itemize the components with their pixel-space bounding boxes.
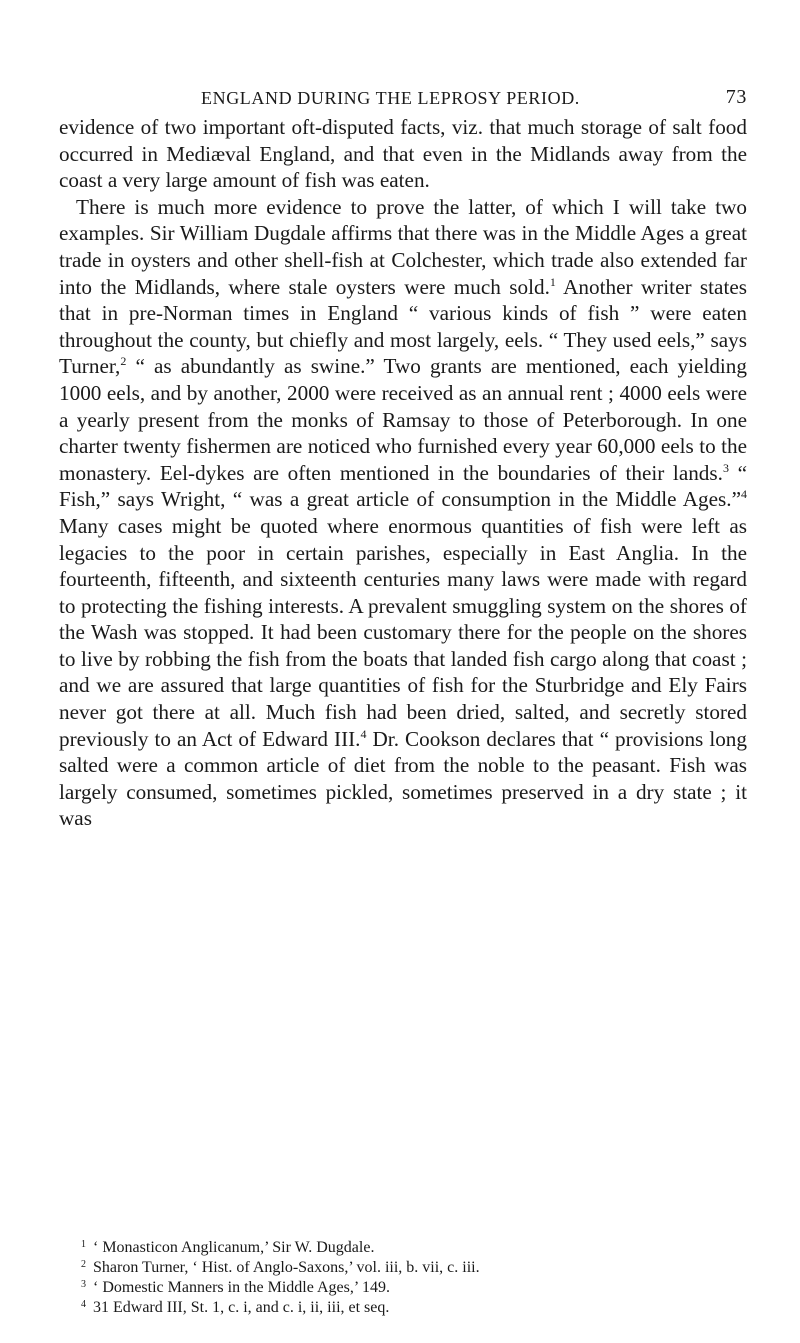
paragraph-2-text-1: There is much more evidence to prove the latter, of which I will take two examples. Sir William Dugdale affirms that there was in the Middle Ages a great trade in oysters and other shell-fish at Colchester, which trade also extended far into the Midlands, where stale oysters were much sold. xyxy=(59,194,747,299)
footnote-ref-3[interactable]: 3 xyxy=(722,460,729,475)
footnote-mark: 2 xyxy=(81,1259,86,1270)
footnote-ref-4b[interactable]: 4 xyxy=(360,726,367,741)
paragraph-2-text-4: “ Fish,” says Wright, “ was a great article of consumption in the Middle Ages.” xyxy=(59,460,747,512)
paragraph-2-text-2: Another writer states that in pre-Norman times in England “ various kinds of fish ” were eaten throughout the county, but chiefly and most largely, eels. “ They used eels,” says Turner, xyxy=(59,274,748,379)
footnote-text: Sharon Turner, ‘ Hist. of Anglo-Saxons,’ vol. iii, b. vii, c. iii. xyxy=(93,1259,480,1276)
running-head xyxy=(59,88,747,114)
footnote-mark: 3 xyxy=(81,1279,86,1290)
footnote xyxy=(59,1278,747,1298)
footnote-mark: 4 xyxy=(81,1299,86,1310)
paragraph-1 xyxy=(59,114,747,194)
footnote-text: ‘ Monasticon Anglicanum,’ Sir W. Dugdale. xyxy=(93,1239,375,1256)
footnote xyxy=(59,1238,747,1258)
paragraph-2-text-5: Many cases might be quoted where enormous quantities of fish were left as legacies to the poor in certain parishes, especially in East Anglia. In the fourteenth, fifteenth, and sixteenth centuries many laws were made with regard to protecting the fishing interests. A prevalent smuggling system on the shores of the Wash was stopped. It had been customary there for the people on the shores to live by robbing the fish from the boats that landed fish cargo along that coast ; and we are assured that large quantities of fish for the Sturbridge and Ely Fairs never got there at all. Much fish had been dried, salted, and secretly stored previously to an Act of Edward III. xyxy=(59,513,747,751)
footnote-ref-2[interactable]: 2 xyxy=(120,354,127,369)
paragraph-2-text-3: “ as abundantly as swine.” Two grants are mentioned, each yielding 1000 eels, and by another, 2000 were received as an annual rent ; 4000 eels were a yearly present from the monks of Ramsay to those of Peterborough. In one charter twenty fishermen are noticed who furnished every year 60,000 eels to the monastery. Eel-dykes are often mentioned in the boundaries of their lands. xyxy=(59,354,747,485)
footnote-text: 31 Edward III, St. 1, c. i, and c. i, ii, iii, et seq. xyxy=(93,1299,390,1316)
footnote-mark: 1 xyxy=(81,1239,86,1250)
paragraph-2-text-6: Dr. Cookson declares that “ provisions long salted were a common article of diet from the noble to the peasant. Fish was largely consumed, sometimes pickled, sometimes preserved in a dry state ; it was xyxy=(59,726,747,831)
footnote xyxy=(59,1258,747,1278)
footnote xyxy=(59,1298,747,1318)
page-number: 73 xyxy=(725,86,747,108)
running-head-title: ENGLAND DURING THE LEPROSY PERIOD. xyxy=(201,88,580,108)
paragraph-1-text: evidence of two important oft-disputed facts, viz. that much storage of salt food occurred in Mediæval England, and that even in the Midlands away from the coast a very large amount of fish was eaten. xyxy=(59,115,747,193)
footnote-text: ‘ Domestic Manners in the Middle Ages,’ 149. xyxy=(93,1279,390,1296)
footnotes xyxy=(59,1238,747,1318)
footnote-ref-4[interactable]: 4 xyxy=(741,487,747,502)
body-text xyxy=(59,114,747,832)
footnote-ref-1[interactable]: 1 xyxy=(549,274,556,289)
paragraph-2 xyxy=(59,194,747,832)
